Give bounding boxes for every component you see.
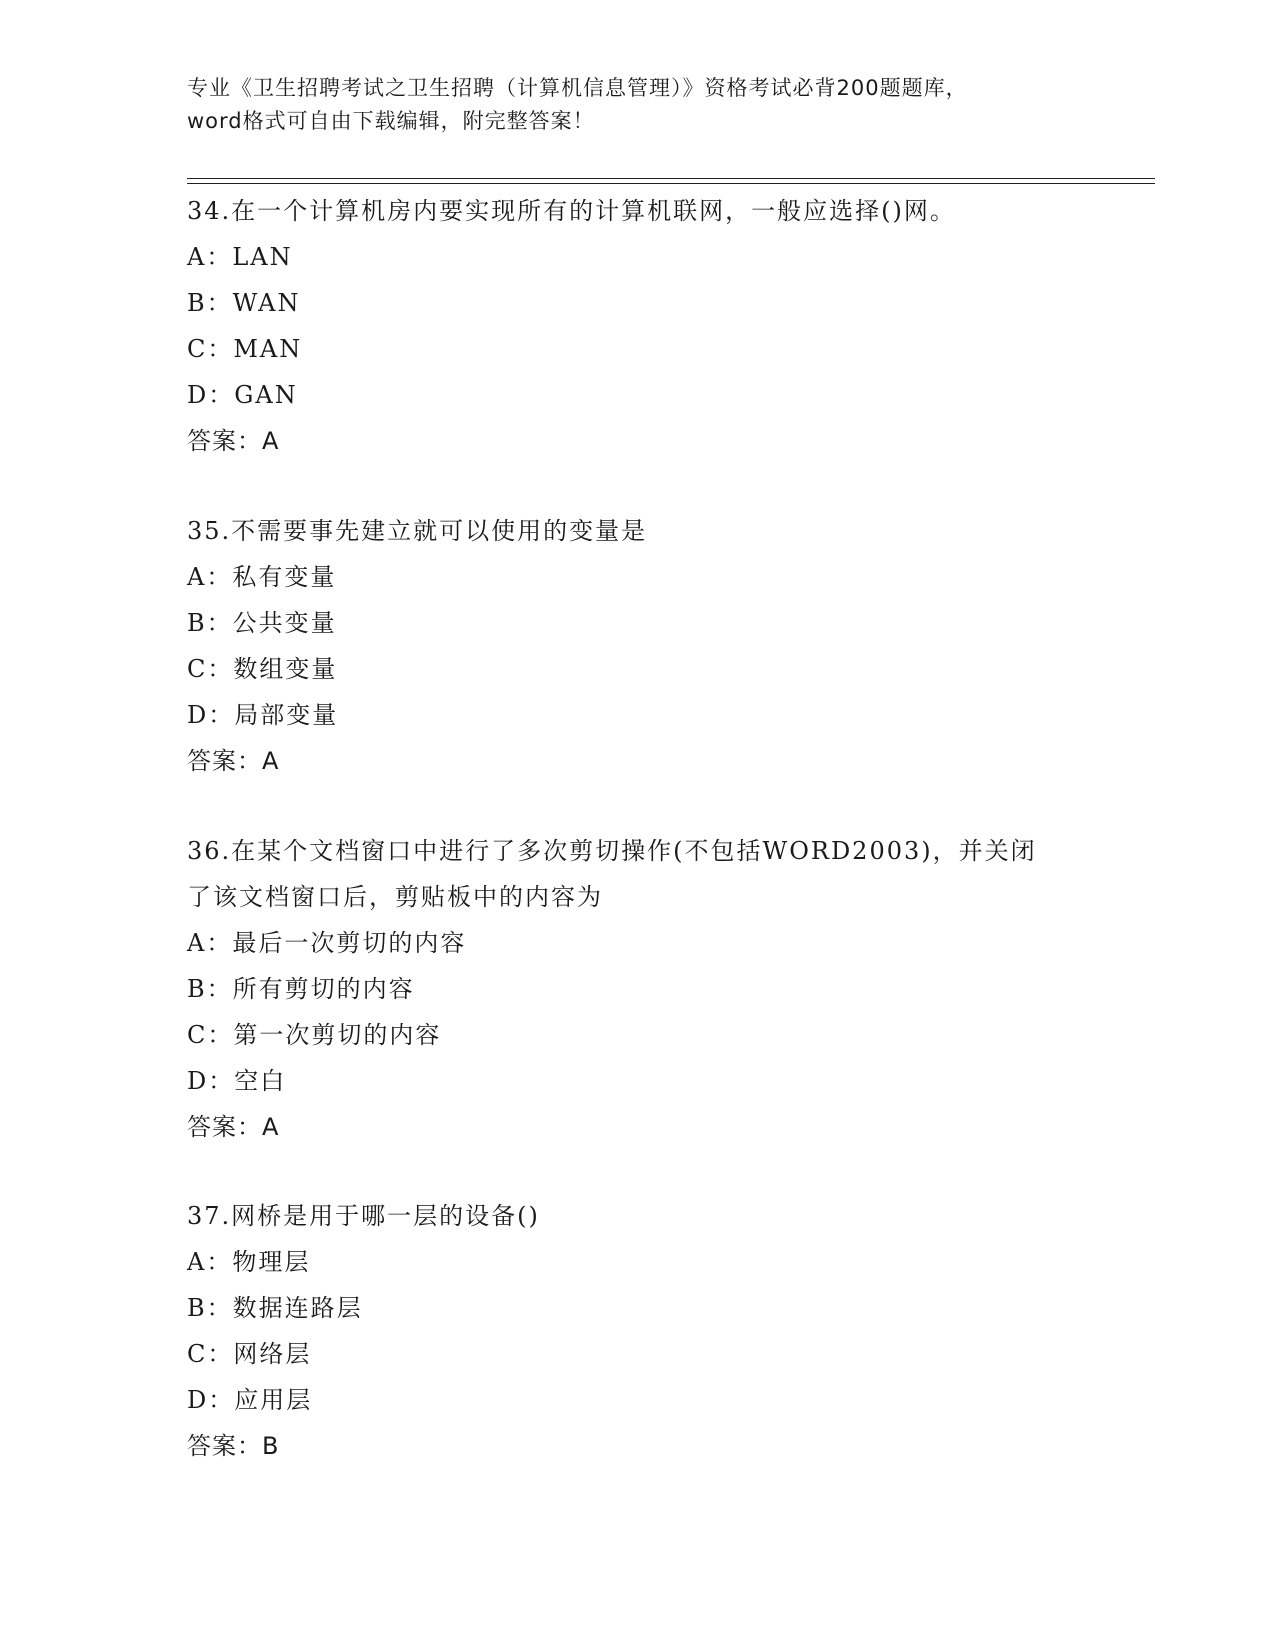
question-35 xyxy=(187,508,1087,784)
header-line-1: 专业《卫生招聘考试之卫生招聘（计算机信息管理）》资格考试必背200题题库， xyxy=(187,76,968,100)
option-c: C：数组变量 xyxy=(187,655,338,683)
question-34 xyxy=(187,188,1087,464)
answer: 答案：A xyxy=(187,1113,280,1141)
question-36 xyxy=(187,828,1087,1150)
option-d: D：局部变量 xyxy=(187,701,339,729)
answer: 答案：A xyxy=(187,747,280,775)
option-a: A：LAN xyxy=(187,243,293,271)
question-stem-line-2: 了该文档窗口后，剪贴板中的内容为 xyxy=(187,883,603,911)
answer: 答案：A xyxy=(187,427,280,455)
option-b: B：WAN xyxy=(187,289,301,317)
header-divider-top xyxy=(187,178,1155,179)
option-a: A：私有变量 xyxy=(187,563,337,591)
option-b: B：公共变量 xyxy=(187,609,337,637)
question-stem-line-1: 36.在某个文档窗口中进行了多次剪切操作(不包括WORD2003)，并关闭 xyxy=(187,837,1037,865)
option-a: A：最后一次剪切的内容 xyxy=(187,929,467,957)
option-d: D：应用层 xyxy=(187,1386,313,1414)
option-c: C：网络层 xyxy=(187,1340,312,1368)
header-line-2: word格式可自由下载编辑，附完整答案！ xyxy=(187,109,595,133)
option-b: B：数据连路层 xyxy=(187,1294,363,1322)
option-d: D：GAN xyxy=(187,381,298,409)
option-b: B：所有剪切的内容 xyxy=(187,975,415,1003)
option-a: A：物理层 xyxy=(187,1248,311,1276)
question-37 xyxy=(187,1193,1087,1469)
header-divider-bottom xyxy=(187,183,1155,184)
question-stem: 34.在一个计算机房内要实现所有的计算机联网，一般应选择()网。 xyxy=(187,197,956,225)
option-c: C：第一次剪切的内容 xyxy=(187,1021,442,1049)
question-stem: 35.不需要事先建立就可以使用的变量是 xyxy=(187,517,648,545)
option-d: D：空白 xyxy=(187,1067,287,1095)
question-stem: 37.网桥是用于哪一层的设备() xyxy=(187,1202,540,1230)
answer: 答案：B xyxy=(187,1432,280,1460)
option-c: C：MAN xyxy=(187,335,303,363)
document-header xyxy=(187,72,1107,138)
